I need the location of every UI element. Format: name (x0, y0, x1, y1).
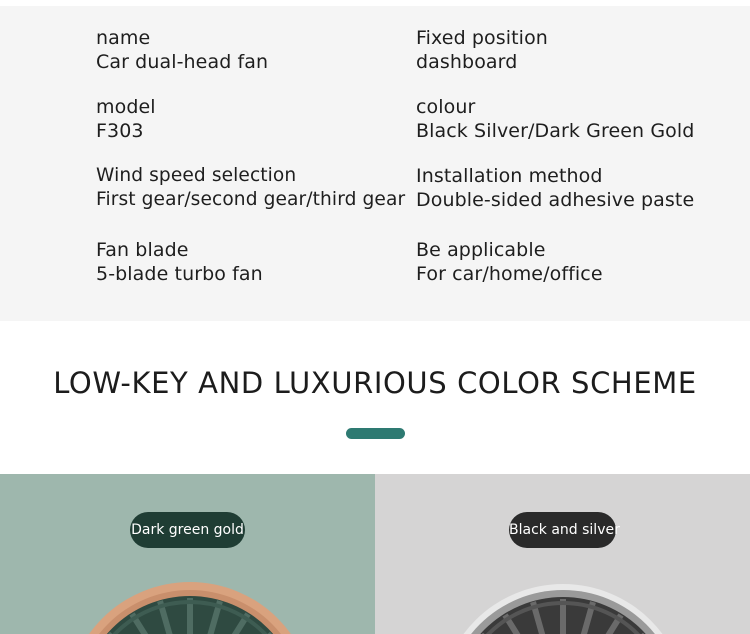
spec-value: dashboard (416, 51, 518, 73)
spec-label: Wind speed selection (96, 165, 297, 186)
spec-value: Car dual-head fan (96, 51, 269, 73)
spec-label: Be applicable (416, 239, 546, 261)
spec-installation (416, 164, 694, 212)
spec-label: name (96, 27, 151, 49)
variant-badge-dark-green-gold: Dark green gold (130, 512, 245, 548)
spec-fan-blade (96, 238, 263, 286)
spec-model (96, 95, 156, 143)
spec-colour (416, 95, 694, 143)
spec-label: Fixed position (416, 27, 548, 49)
spec-value: Black Silver/Dark Green Gold (416, 120, 695, 142)
accent-bar (346, 428, 405, 439)
spec-wind-speed (96, 164, 405, 212)
spec-applicable (416, 238, 603, 286)
spec-value: 5-blade turbo fan (96, 263, 263, 285)
variant-dark-green-gold (0, 474, 375, 634)
spec-value: For car/home/office (416, 263, 603, 285)
spec-value: First gear/second gear/third gear (96, 189, 406, 210)
spec-fixed-position (416, 26, 548, 74)
section-title: LOW-KEY AND LUXURIOUS COLOR SCHEME (53, 366, 697, 400)
fan-green-gold-image (0, 474, 375, 634)
spec-name (96, 26, 268, 74)
spec-sheet (0, 6, 750, 321)
spec-value: Double-sided adhesive paste (416, 189, 695, 211)
variant-badge-black-silver: Black and silver (509, 512, 616, 548)
variant-black-silver (375, 474, 750, 634)
spec-label: Installation method (416, 165, 603, 187)
spec-label: model (96, 96, 156, 118)
spec-label: Fan blade (96, 239, 189, 261)
spec-value: F303 (96, 120, 144, 142)
spec-label: colour (416, 96, 476, 118)
fan-black-silver-image (375, 474, 750, 634)
